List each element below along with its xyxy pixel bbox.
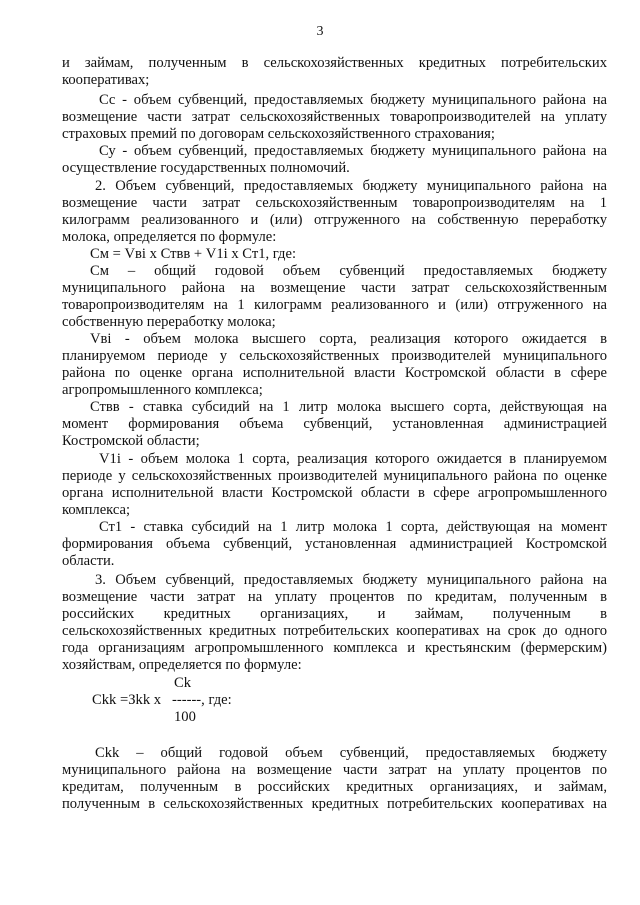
text-line: возмещение части затрат сельскохозяйственным товаропроизводителям на 1	[62, 195, 607, 211]
text-line: сельскохозяйственных кредитных потребительских кооперативах на срок до одного	[62, 623, 607, 639]
text-line: органа исполнительной власти Костромской области в сфере агропромышленного	[62, 485, 607, 501]
text-line: молока, определяется по формуле:	[62, 229, 277, 245]
text-line: района по оценке органа исполнительной власти Костромской области в сфере	[62, 365, 607, 381]
text-line: 2. Объем субвенций, предоставляемых бюджету муниципального района на	[95, 178, 607, 194]
text-line: момент формирования объема субвенций, установленная администрацией	[62, 416, 607, 432]
text-line: кредитам, полученным в российских кредитных организациях, и займам,	[62, 779, 607, 795]
text-line: хозяйствам, определяется по формуле:	[62, 657, 302, 673]
text-line: Ckk – общий годовой объем субвенций, предоставляемых бюджету	[95, 745, 607, 761]
formula-fraction-bar: ------, где:	[172, 692, 232, 708]
text-line: возмещение части затрат сельскохозяйственных товаропроизводителей на уплату	[62, 109, 607, 125]
text-line: V1і - объем молока 1 сорта, реализация которого ожидается в планируемом	[99, 451, 607, 467]
text-line: полученным в сельскохозяйственных кредитных потребительских кооперативах на	[62, 796, 607, 812]
text-line: муниципального района на возмещение части затрат сельскохозяйственным	[62, 280, 607, 296]
text-line: См – общий годовой объем субвенций предоставляемых бюджету	[90, 263, 607, 279]
text-line: Ст1 - ставка субсидий на 1 литр молока 1 сорта, действующая на момент	[99, 519, 607, 535]
text-line: возмещение части затрат на уплату процентов по кредитам, полученным в	[62, 589, 607, 605]
text-line: кооперативах;	[62, 72, 150, 88]
text-line: комплекса;	[62, 502, 131, 518]
text-line: и займам, полученным в сельскохозяйственных кредитных потребительских	[62, 55, 607, 71]
formula-denominator: 100	[174, 709, 196, 725]
formula-line: См = Vві х Ствв + V1і х Ст1, где:	[90, 246, 297, 262]
text-line: российских кредитных организациях, и займам, полученным в	[62, 606, 607, 622]
page-number: 3	[316, 24, 324, 39]
text-line: области.	[62, 553, 115, 569]
text-line: планируемом периоде у сельскохозяйственных производителей муниципального	[62, 348, 607, 364]
text-line: Су - объем субвенций, предоставляемых бюджету муниципального района на	[99, 143, 607, 159]
text-line: Ствв - ставка субсидий на 1 литр молока высшего сорта, действующая на	[90, 399, 607, 415]
text-line: периоде у сельскохозяйственных производителей муниципального района по оценке	[62, 468, 607, 484]
text-line: килограмм реализованного и (или) отгруженного на собственную переработку	[62, 212, 607, 228]
text-line: муниципального района на возмещение части затрат на уплату процентов по	[62, 762, 607, 778]
text-line: Костромской области;	[62, 433, 200, 449]
text-line: собственную переработку молока;	[62, 314, 276, 330]
text-line: года организациям агропромышленного комплекса и крестьянским (фермерским)	[62, 640, 607, 656]
formula-numerator: Ck	[174, 675, 192, 691]
text-line: агропромышленного комплекса;	[62, 382, 263, 398]
text-line: товаропроизводителям на 1 килограмм реализованного и (или) отгруженного на	[62, 297, 607, 313]
text-line: страховых премий по договорам сельскохозяйственного страхования;	[62, 126, 495, 142]
text-line: осуществление государственных полномочий.	[62, 160, 350, 176]
text-line: формирования объема субвенций, установленная администрацией Костромской	[62, 536, 607, 552]
text-line: Vві - объем молока высшего сорта, реализация которого ожидается в	[90, 331, 607, 347]
formula-left-side: Ckk =Зkk x	[92, 692, 162, 708]
text-line: Сс - объем субвенций, предоставляемых бюджету муниципального района на	[99, 92, 607, 108]
text-line: 3. Объем субвенций, предоставляемых бюджету муниципального района на	[95, 572, 607, 588]
